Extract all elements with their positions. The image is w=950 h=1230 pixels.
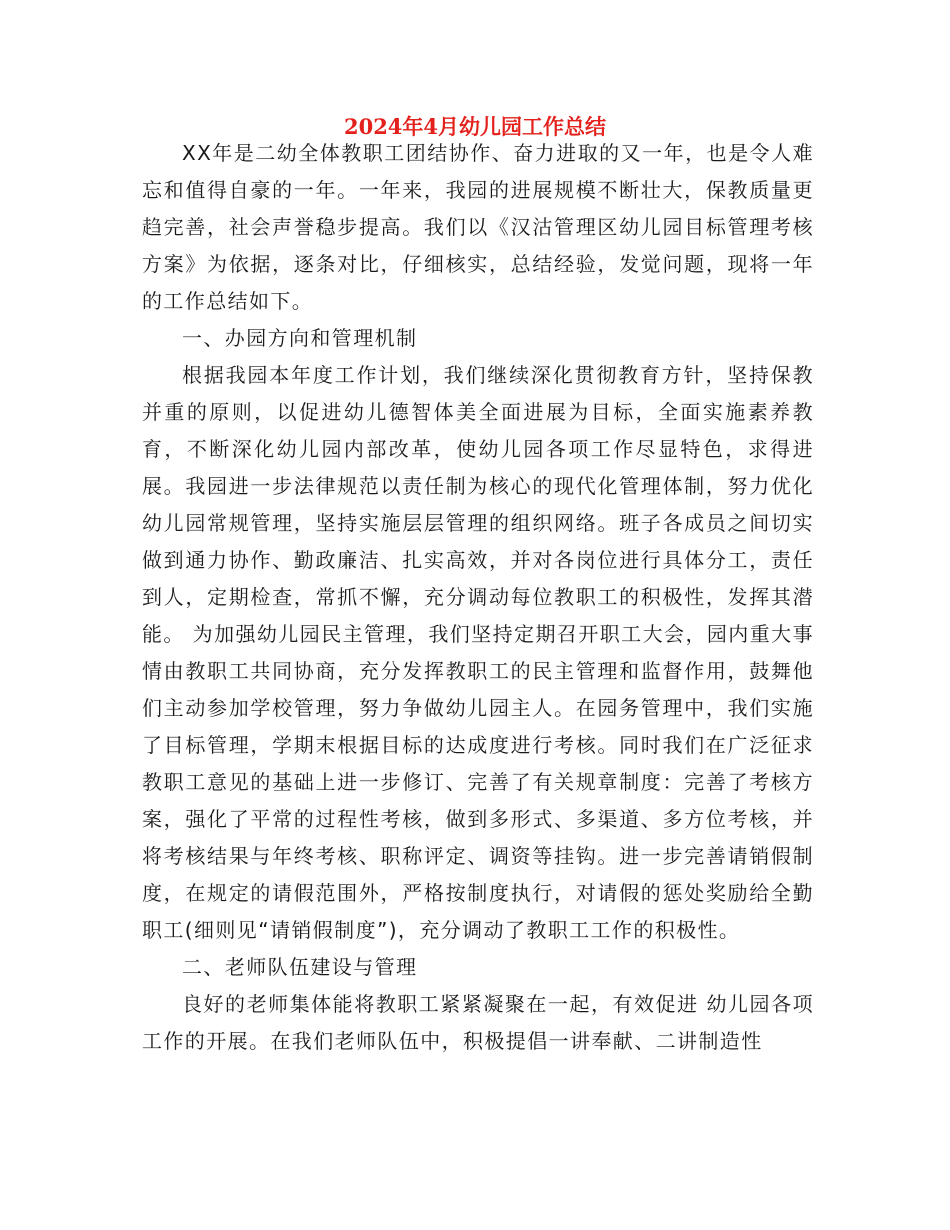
paragraph-teachers: 良好的老师集体能将教职工紧紧凝聚在一起，有效促进 幼儿园各项工作的开展。在我们老师队伍中，积极提倡一讲奉献、二讲制造性 (142, 992, 814, 1053)
section-heading-1: 一、办园方向和管理机制 (182, 326, 418, 350)
paragraph-management: 根据我园本年度工作计划，我们继续深化贯彻教育方针，坚持保教并重的原则，以促进幼儿德智体美全面进展为目标，全面实施素养教育，不断深化幼儿园内部改革，使幼儿园各项工作尽显特色，求得进展。我园进一步法律规范以责任制为核心的现代化管理体制，努力优化幼儿园常规管理，坚持实施层层管理的组织网络。班子各成员之间切实做到通力协作、勤政廉洁、扎实高效，并对各岗位进行具体分工，责任到人，定期检查，常抓不懈，充分调动每位教职工的积极性，发挥其潜能。 为加强幼儿园民主管理，我们坚持定期召开职工大会，园内重大事情由教职工共同协商，充分发挥教职工的民主管理和监督作用，鼓舞他们主动参加学校管理，努力争做幼儿园主人。在园务管理中，我们实施了目标管理，学期末根据目标的达成度进行考核。同时我们在广泛征求教职工意见的基础上进一步修订、完善了有关规章制度：完善了考核方案，强化了平常的过程性考核，做到多形式、多渠道、多方位考核，并将考核结果与年终考核、职称评定、调资等挂钩。进一步完善请销假制度，在规定的请假范围外，严格按制度执行，对请假的惩处奖励给全勤职工(细则见“请销假制度”)，充分调动了教职工工作的积极性。 (142, 363, 814, 942)
document-title: 2024年4月幼儿园工作总结 (343, 114, 607, 139)
section-heading-2: 二、老师队伍建设与管理 (182, 955, 418, 979)
document-body (142, 135, 814, 1060)
paragraph-intro: XX年是二幼全体教职工团结协作、奋力进取的又一年，也是令人难忘和值得自豪的一年。一年来，我园的进展规模不断壮大，保教质量更趋完善，社会声誉稳步提高。我们以《汉沽管理区幼儿园目标管理考核方案》为依据，逐条对比，仔细核实，总结经验，发觉问题，现将一年的工作总结如下。 (142, 141, 814, 313)
